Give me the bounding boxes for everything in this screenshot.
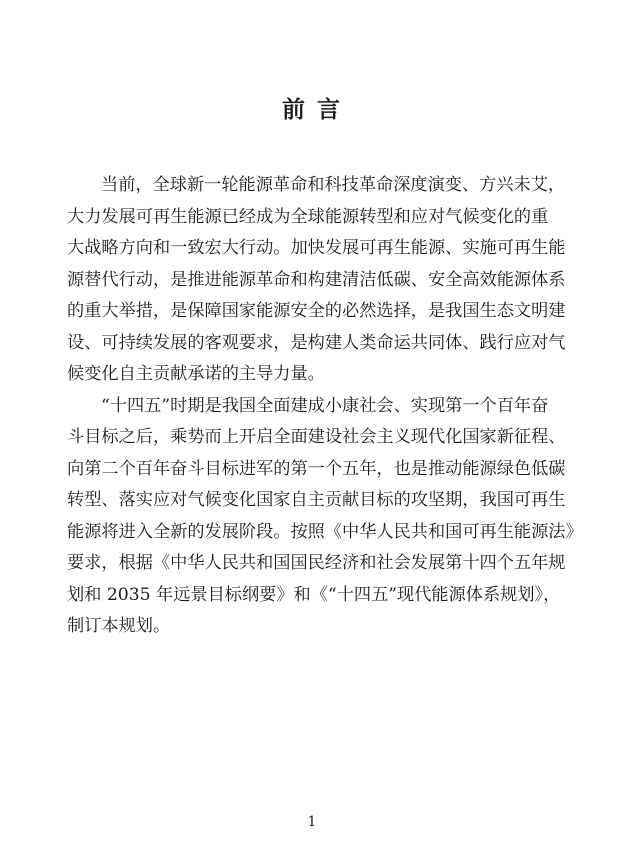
paragraph-1-line-1: 当前，全球新一轮能源革命和科技革命深度演变、方兴未艾， — [101, 175, 566, 195]
paragraph-2-line-6: 要求，根据《中华人民共和国国民经济和社会发展第十四个五年规 — [67, 553, 566, 573]
paragraph-1-line-4: 源替代行动，是推进能源革命和构建清洁低碳、安全高效能源体系 — [67, 269, 566, 290]
paragraph-1-line-6: 设、可持续发展的客观要求，是构建人类命运共同体、践行应对气 — [67, 332, 566, 353]
paragraph-2-line-8: 制订本规划。 — [67, 616, 171, 636]
paragraph-2-line-5: 能源将进入全新的发展阶段。按照《中华人民共和国可再生能源法》 — [67, 521, 583, 542]
paragraph-2-line-7: 划和 2035 年远景目标纲要》和《“十四五”现代能源体系规划》， — [67, 584, 561, 605]
paragraph-2-line-3: 向第二个百年奋斗目标进军的第一个五年，也是推动能源绿色低碳 — [67, 458, 566, 479]
paragraph-2-line-1: “十四五”时期是我国全面建成小康社会、实现第一个百年奋 — [101, 395, 549, 416]
page-number: 1 — [307, 814, 317, 830]
body-text — [67, 170, 583, 643]
paragraph-1-line-5: 的重大举措，是保障国家能源安全的必然选择，是我国生态文明建 — [67, 301, 566, 321]
paragraph-1-line-7: 候变化自主贡献承诺的主导力量。 — [67, 364, 325, 384]
paragraph-2-line-4: 转型、落实应对气候变化国家自主贡献目标的攻坚期，我国可再生 — [67, 490, 566, 510]
page-title: 前 言 — [281, 96, 342, 123]
paragraph-1-line-3: 大战略方向和一致宏大行动。加快发展可再生能源、实施可再生能 — [67, 238, 566, 258]
paragraph-1-line-2: 大力发展可再生能源已经成为全球能源转型和应对气候变化的重 — [67, 206, 549, 227]
paragraph-2-line-2: 斗目标之后，乘势而上开启全面建设社会主义现代化国家新征程、 — [67, 427, 566, 447]
